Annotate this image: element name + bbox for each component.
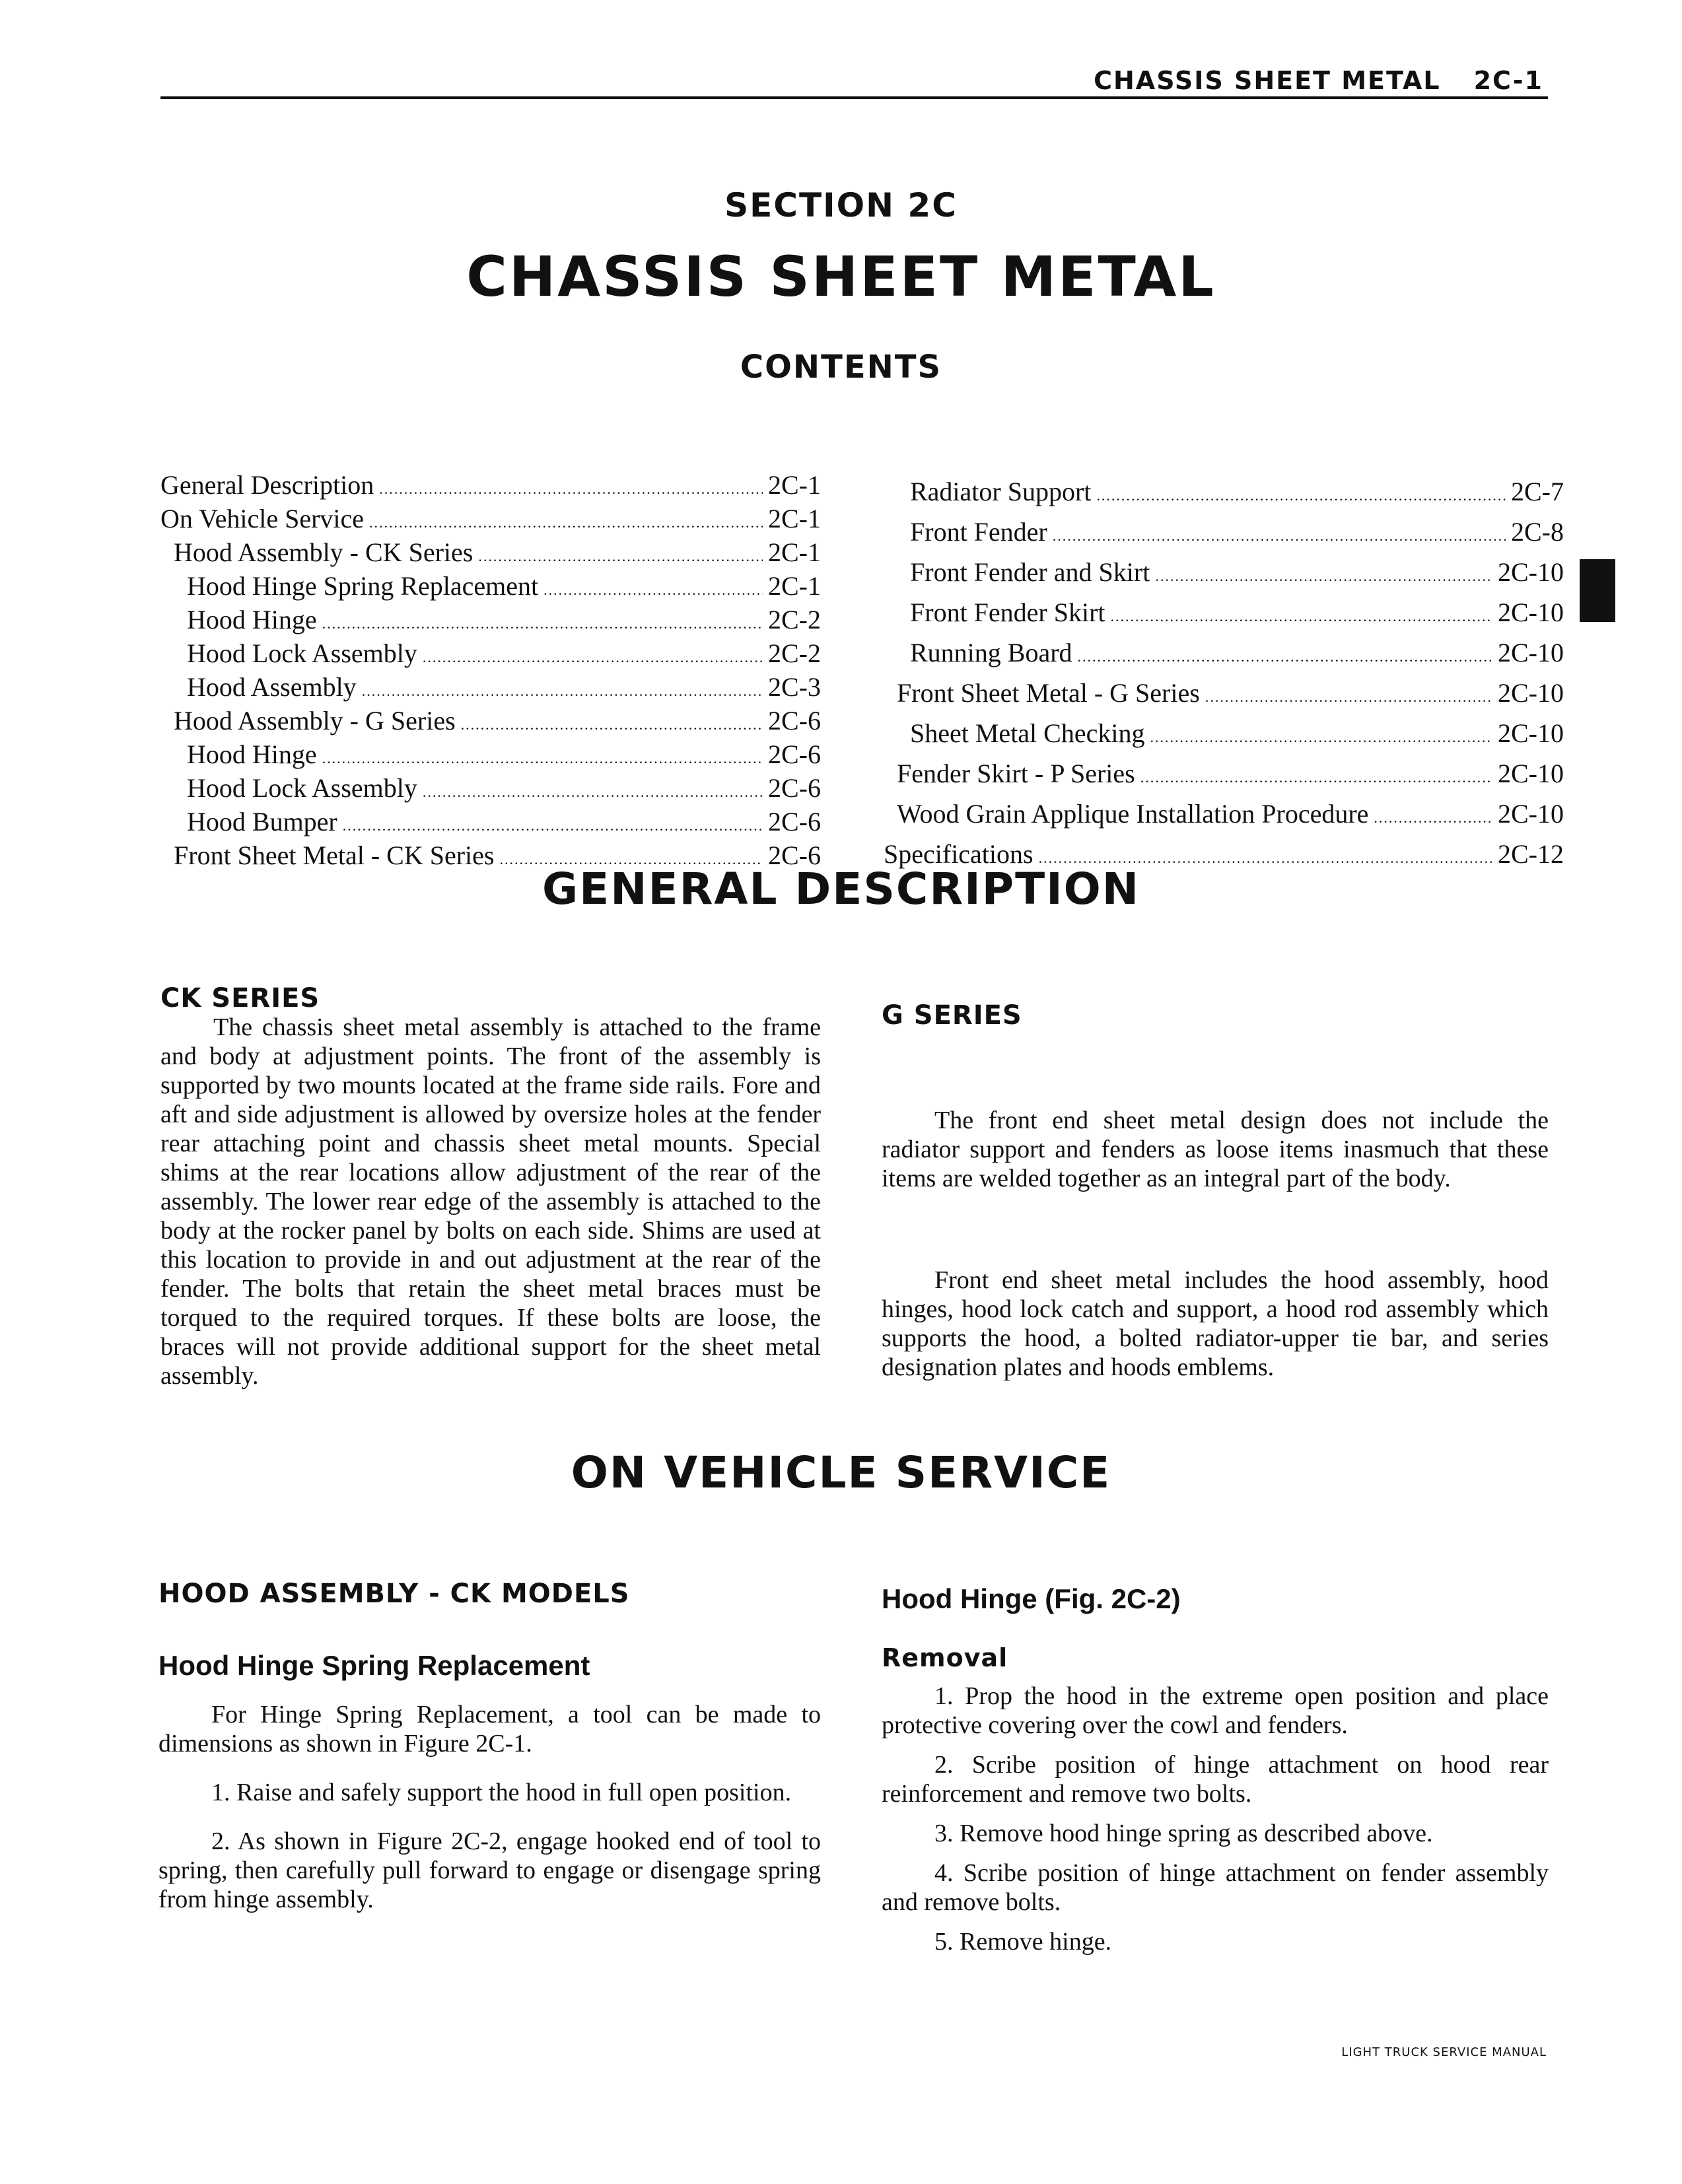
toc-entry-page: 2C-6 bbox=[768, 739, 821, 769]
step: 5. Remove hinge. bbox=[934, 1928, 1112, 1956]
ck-series-text: The chassis sheet metal assembly is attached to the frame and body at adjustment points. The front of the assembly is supported by two mounts located at the frame side rails. Fore and aft and side adjustment is allowed by oversize holes at the fender rear attaching point and chassis sheet metal mounts. Special shims at the rear locations allow adjustment of the rear of the assembly. The lower rear edge of the assembly is attached to the body at the rocker panel by bolts on each side. Shims are used at this location to provide in and out adjustment at the rear of the fender. The bolts that retain the sheet metal braces must be torqued to the required torques. If these bolts are loose, the braces will not provide additional support for the sheet metal assembly. bbox=[160, 1013, 821, 1390]
toc-leader-dots bbox=[478, 541, 763, 571]
step: 3. Remove hood hinge spring as described above. bbox=[934, 1820, 1433, 1847]
toc-entry-page: 2C-10 bbox=[1498, 678, 1564, 708]
toc-leader-dots bbox=[1111, 598, 1492, 634]
toc-leader-dots bbox=[1155, 558, 1492, 594]
toc-leader-dots bbox=[1374, 800, 1492, 836]
toc-entry[interactable] bbox=[884, 594, 1564, 634]
step: 1. Prop the hood in the extreme open position and place protective covering over the cowl and fenders. bbox=[882, 1682, 1549, 1739]
ck-series-section bbox=[160, 984, 821, 1390]
toc-entry-page: 2C-10 bbox=[1498, 597, 1564, 627]
running-header bbox=[1094, 66, 1543, 95]
toc-entry[interactable] bbox=[160, 739, 821, 773]
hood-hinge-heading: Hood Hinge (Fig. 2C-2) bbox=[882, 1583, 1181, 1614]
toc-leader-dots bbox=[322, 609, 763, 638]
toc-entry-page: 2C-1 bbox=[768, 504, 821, 533]
toc-right-column bbox=[884, 473, 1564, 876]
toc-entry[interactable] bbox=[160, 773, 821, 807]
general-description-heading: GENERAL DESCRIPTION bbox=[542, 864, 1140, 914]
toc-entry[interactable] bbox=[884, 796, 1564, 836]
g-series-section bbox=[882, 1001, 1549, 1382]
toc-entry-page: 2C-12 bbox=[1498, 839, 1564, 869]
toc-entry[interactable] bbox=[160, 504, 821, 537]
toc-entry-page: 2C-3 bbox=[768, 672, 821, 702]
toc-entry[interactable] bbox=[884, 634, 1564, 675]
toc-entry-page: 2C-6 bbox=[768, 807, 821, 836]
hood-assembly-ck-heading: HOOD ASSEMBLY - CK MODELS bbox=[158, 1579, 630, 1609]
toc-leader-dots bbox=[379, 474, 763, 504]
toc-entry[interactable] bbox=[160, 638, 821, 672]
toc-entry-label: Hood Bumper bbox=[187, 807, 337, 836]
toc-entry-page: 2C-8 bbox=[1511, 517, 1564, 547]
toc-left-column bbox=[160, 470, 821, 874]
toc-entry-label: Hood Hinge bbox=[187, 605, 317, 634]
toc-entry-label: Front Fender and Skirt bbox=[910, 557, 1150, 587]
toc-entry-label: Fender Skirt - P Series bbox=[897, 759, 1135, 788]
footer-manual-title: LIGHT TRUCK SERVICE MANUAL bbox=[1341, 2045, 1547, 2059]
hood-hinge-section bbox=[882, 1585, 1549, 1956]
toc-entry-label: Hood Assembly bbox=[187, 672, 357, 702]
hood-assembly-ck-section bbox=[158, 1579, 821, 1914]
toc-entry-label: Front Fender bbox=[910, 517, 1047, 547]
step: 2. Scribe position of hinge attachment on hood rear reinforcement and remove two bolts. bbox=[882, 1751, 1549, 1808]
toc-entry-page: 2C-1 bbox=[768, 537, 821, 567]
toc-entry[interactable] bbox=[160, 807, 821, 840]
toc-entry-label: Hood Hinge bbox=[187, 739, 317, 769]
header-title: CHASSIS SHEET METAL bbox=[1094, 66, 1441, 95]
toc-leader-dots bbox=[322, 743, 763, 773]
page-title: CHASSIS SHEET METAL bbox=[466, 244, 1216, 309]
toc-entry-label: General Description bbox=[160, 470, 374, 500]
toc-entry-page: 2C-2 bbox=[768, 605, 821, 634]
step: 4. Scribe position of hinge attachment on fender assembly and remove bolts. bbox=[882, 1859, 1549, 1916]
paragraph: For Hinge Spring Replacement, a tool can be made to dimensions as shown in Figure 2C-1. bbox=[158, 1701, 821, 1757]
toc-leader-dots bbox=[423, 642, 763, 672]
toc-entry-page: 2C-7 bbox=[1511, 477, 1564, 506]
toc-leader-dots bbox=[1096, 477, 1506, 514]
toc-entry-page: 2C-6 bbox=[768, 840, 821, 870]
toc-leader-dots bbox=[423, 777, 763, 807]
toc-entry-page: 2C-10 bbox=[1498, 638, 1564, 667]
toc-leader-dots bbox=[1205, 679, 1492, 715]
toc-entry-page: 2C-6 bbox=[768, 773, 821, 803]
toc-entry[interactable] bbox=[160, 706, 821, 739]
g-series-paragraph-2: Front end sheet metal includes the hood assembly, hood hinges, hood lock catch and support, a hood rod assembly which supports the hood, a bolted radiator-upper tie bar, and series designation plates and hoods emblems. bbox=[882, 1266, 1549, 1381]
toc-entry[interactable] bbox=[884, 675, 1564, 715]
toc-entry[interactable] bbox=[160, 571, 821, 605]
toc-entry[interactable] bbox=[884, 473, 1564, 514]
toc-leader-dots bbox=[1150, 719, 1492, 755]
on-vehicle-service-heading: ON VEHICLE SERVICE bbox=[571, 1447, 1111, 1498]
toc-entry-label: On Vehicle Service bbox=[160, 504, 365, 533]
step: 1. Raise and safely support the hood in full open position. bbox=[211, 1779, 792, 1806]
ck-series-heading: CK SERIES bbox=[160, 983, 320, 1013]
toc-entry[interactable] bbox=[884, 514, 1564, 554]
toc-entry[interactable] bbox=[160, 605, 821, 638]
toc-entry-label: Hood Assembly - G Series bbox=[174, 706, 456, 735]
toc-leader-dots bbox=[461, 710, 763, 739]
hinge-spring-subheading: Hood Hinge Spring Replacement bbox=[158, 1650, 590, 1681]
step: 2. As shown in Figure 2C-2, engage hooked end of tool to spring, then carefully pull forward to engage or disengage spring from hinge assembly. bbox=[158, 1827, 821, 1913]
toc-entry-page: 2C-1 bbox=[768, 571, 821, 601]
toc-entry-label: Hood Hinge Spring Replacement bbox=[187, 571, 539, 601]
toc-leader-dots bbox=[343, 811, 763, 840]
toc-entry-label: Radiator Support bbox=[910, 477, 1092, 506]
toc-entry-label: Hood Assembly - CK Series bbox=[174, 537, 473, 567]
toc-leader-dots bbox=[1053, 518, 1506, 554]
g-series-heading: G SERIES bbox=[882, 1000, 1022, 1031]
toc-entry-page: 2C-6 bbox=[768, 706, 821, 735]
toc-leader-dots bbox=[1140, 759, 1492, 796]
toc-entry-label: Specifications bbox=[884, 839, 1034, 869]
toc-entry-label: Front Sheet Metal - G Series bbox=[897, 678, 1200, 708]
header-page-number: 2C-1 bbox=[1473, 66, 1543, 95]
header-rule bbox=[160, 96, 1548, 99]
toc-entry-label: Hood Lock Assembly bbox=[187, 638, 417, 668]
toc-entry-label: Sheet Metal Checking bbox=[910, 718, 1145, 748]
toc-entry[interactable] bbox=[160, 672, 821, 706]
toc-entry-label: Hood Lock Assembly bbox=[187, 773, 417, 803]
toc-leader-dots bbox=[543, 575, 763, 605]
toc-entry-page: 2C-10 bbox=[1498, 759, 1564, 788]
removal-subheading: Removal bbox=[882, 1643, 1008, 1672]
section-thumb-tab bbox=[1580, 559, 1615, 622]
section-label: SECTION 2C bbox=[724, 186, 958, 224]
toc-leader-dots bbox=[1078, 638, 1492, 675]
toc-entry-label: Running Board bbox=[910, 638, 1072, 667]
toc-leader-dots bbox=[369, 508, 763, 537]
toc-entry-label: Front Sheet Metal - CK Series bbox=[174, 840, 495, 870]
contents-heading: CONTENTS bbox=[740, 349, 942, 386]
toc-leader-dots bbox=[362, 676, 763, 706]
toc-entry[interactable] bbox=[160, 537, 821, 571]
toc-entry-page: 2C-2 bbox=[768, 638, 821, 668]
toc-entry-label: Wood Grain Applique Installation Procedure bbox=[897, 799, 1369, 829]
g-series-paragraph-1: The front end sheet metal design does not include the radiator support and fenders as loose items inasmuch that these items are welded together as an integral part of the body. bbox=[882, 1107, 1549, 1192]
toc-entry-page: 2C-10 bbox=[1498, 718, 1564, 748]
toc-entry-label: Front Fender Skirt bbox=[910, 597, 1105, 627]
toc-entry-page: 2C-10 bbox=[1498, 557, 1564, 587]
toc-entry-page: 2C-10 bbox=[1498, 799, 1564, 829]
toc-entry[interactable] bbox=[160, 470, 821, 504]
toc-entry[interactable] bbox=[884, 715, 1564, 755]
toc-entry[interactable] bbox=[884, 554, 1564, 594]
toc-entry[interactable] bbox=[884, 755, 1564, 796]
toc-entry-page: 2C-1 bbox=[768, 470, 821, 500]
